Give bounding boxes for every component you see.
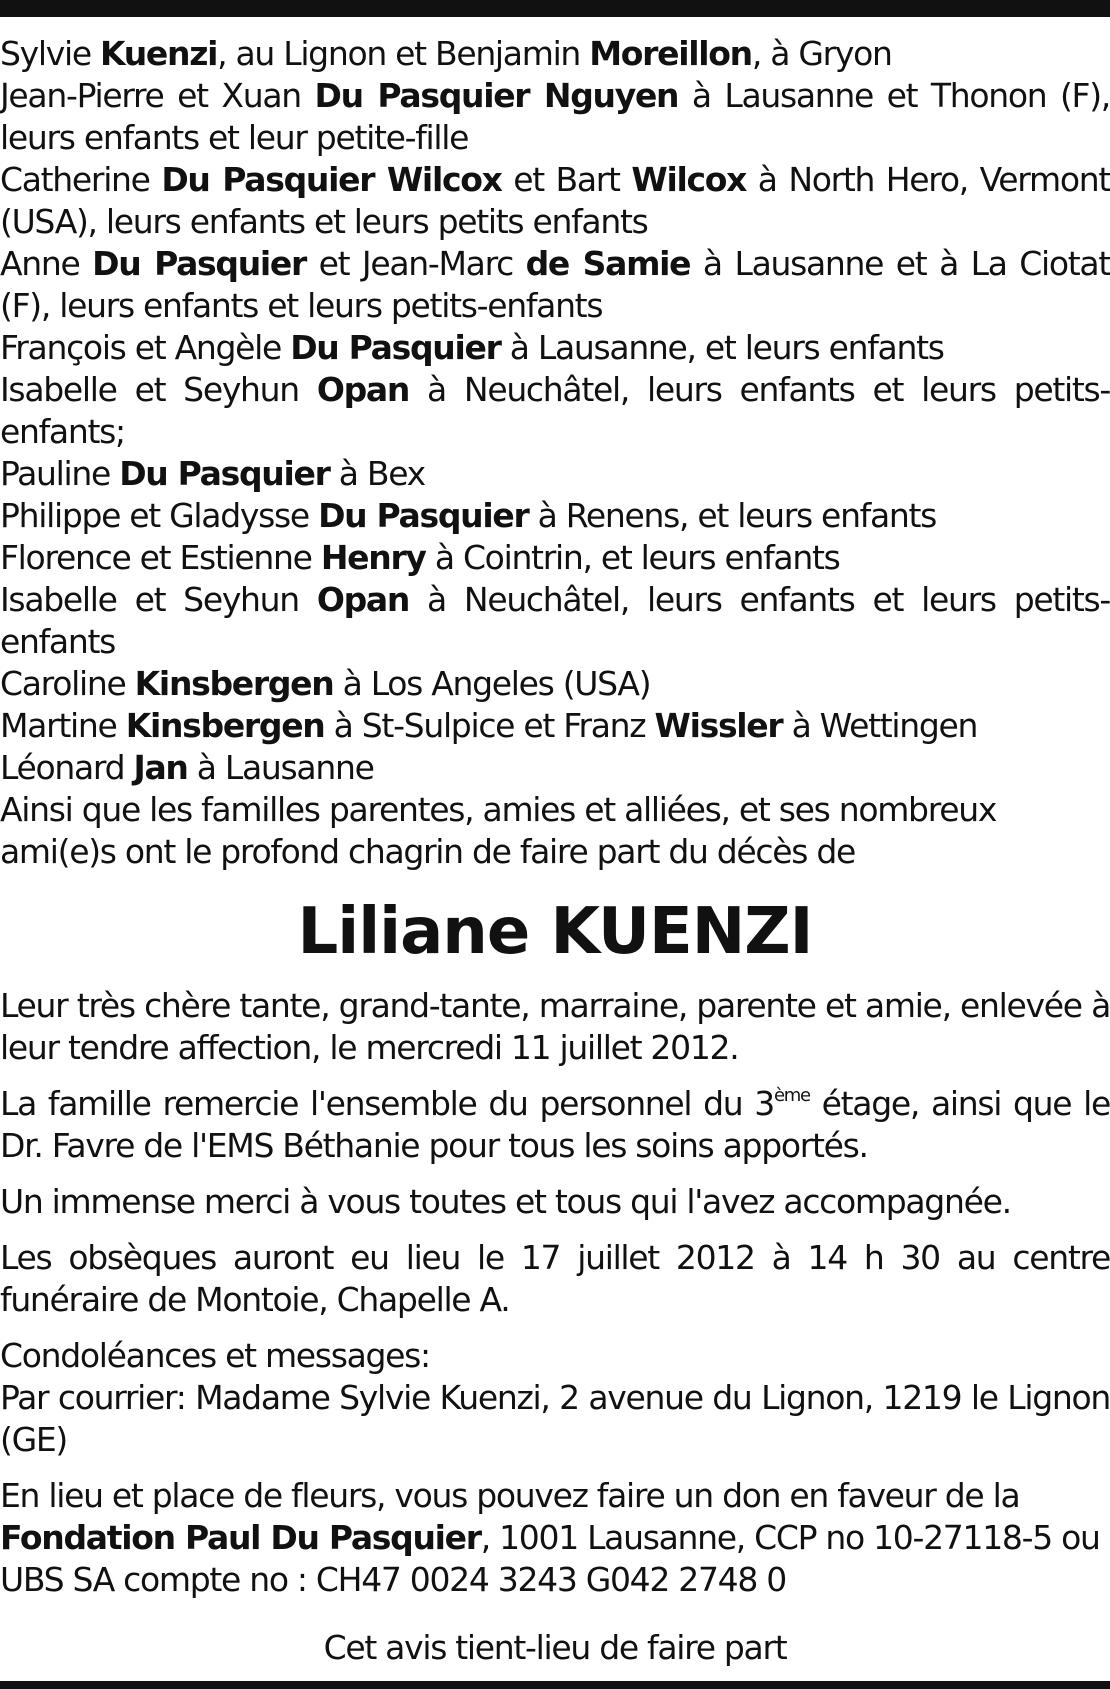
family-text: à Los Angeles (USA) xyxy=(333,664,651,703)
family-text: , au Lignon et Benjamin xyxy=(217,34,590,73)
family-line xyxy=(0,453,1110,495)
family-surname: de Samie xyxy=(525,244,691,283)
footer-note: Cet avis tient-lieu de faire part xyxy=(323,1628,787,1667)
family-text: à Neuchâtel, leurs enfants et leurs petits-enfants; xyxy=(0,370,1110,451)
family-text: à Bex xyxy=(329,454,425,493)
family-surname: Kuenzi xyxy=(100,34,218,73)
family-text: Philippe et Gladysse xyxy=(0,496,319,535)
intro-text: Ainsi que les familles parentes, amies et alliées, et ses nombreux ami(e)s ont le profond chagrin de faire part du décès de xyxy=(0,790,997,871)
foundation-account: , 1001 Lausanne, CCP no 10-27118-5 ou xyxy=(480,1518,1100,1557)
family-line xyxy=(0,537,1110,579)
donation-foundation-line xyxy=(0,1517,1110,1559)
condolences-heading: Condoléances et messages: xyxy=(0,1336,430,1375)
family-text: Florence et Estienne xyxy=(0,538,321,577)
family-text: à Lausanne, et leurs enfants xyxy=(500,328,944,367)
thanks-text-end: étage, ainsi que le Dr. Favre de l'EMS Béthanie pour tous les soins apportés. xyxy=(0,1084,1110,1165)
gratitude-paragraph: Un immense merci à vous toutes et tous qui l'avez accompagnée. xyxy=(0,1182,1011,1221)
family-text: , à Gryon xyxy=(751,34,892,73)
family-surname: Wissler xyxy=(654,706,783,745)
family-line xyxy=(0,327,1110,369)
family-line xyxy=(0,33,1110,75)
family-list xyxy=(0,33,1110,789)
family-surname: Opan xyxy=(316,580,410,619)
donation-paragraph xyxy=(0,1475,1110,1601)
donation-intro: En lieu et place de fleurs, vous pouvez faire un don en faveur de la xyxy=(0,1476,1020,1515)
family-surname: Du Pasquier xyxy=(92,244,306,283)
family-text: à Renens, et leurs enfants xyxy=(528,496,937,535)
family-surname: Du Pasquier xyxy=(318,496,529,535)
family-text: Martine xyxy=(0,706,126,745)
family-surname: Kinsbergen xyxy=(125,706,325,745)
tribute-paragraph: Leur très chère tante, grand-tante, marraine, parente et amie, enlevée à leur tendre affection, le mercredi 11 juillet 2012. xyxy=(0,986,1110,1067)
family-text: à Lausanne xyxy=(187,748,374,787)
family-surname: Henry xyxy=(320,538,426,577)
family-line xyxy=(0,705,1110,747)
family-text: Caroline xyxy=(0,664,135,703)
family-text: Catherine xyxy=(0,160,162,199)
family-text: à St-Sulpice et Franz xyxy=(324,706,655,745)
family-surname: Du Pasquier xyxy=(290,328,501,367)
family-text: Jean-Pierre et Xuan xyxy=(0,76,315,115)
thanks-text-start: La famille remercie l'ensemble du personnel du 3 xyxy=(0,1084,774,1123)
bottom-border-rule xyxy=(0,1681,1110,1689)
condolences-paragraph xyxy=(0,1335,1110,1461)
family-text: à Lausanne et à La Ciotat (F), leurs enfants et leurs petits-enfants xyxy=(0,244,1110,325)
obituary-notice xyxy=(0,33,1110,1669)
family-text: François et Angèle xyxy=(0,328,291,367)
floor-superscript: ème xyxy=(774,1085,810,1106)
funeral-paragraph: Les obsèques auront eu lieu le 17 juillet 2012 à 14 h 30 au centre funéraire de Montoie, Chapelle A. xyxy=(0,1238,1110,1319)
family-line xyxy=(0,75,1110,159)
family-text: à Neuchâtel, leurs enfants et leurs petits-enfants xyxy=(0,580,1110,661)
family-line xyxy=(0,369,1110,453)
family-text: et Bart xyxy=(501,160,632,199)
family-surname: Wilcox xyxy=(631,160,747,199)
family-line xyxy=(0,663,1110,705)
family-text: Sylvie xyxy=(0,34,101,73)
family-text: Anne xyxy=(0,244,93,283)
family-line xyxy=(0,243,1110,327)
family-text: Pauline xyxy=(0,454,120,493)
family-surname: Opan xyxy=(316,370,410,409)
family-text: à Lausanne et Thonon (F), leurs enfants et leur petite-fille xyxy=(0,76,1110,157)
postal-address: Par courrier: Madame Sylvie Kuenzi, 2 avenue du Lignon, 1219 le Lignon (GE) xyxy=(0,1378,1110,1459)
family-surname: Du Pasquier Nguyen xyxy=(314,76,679,115)
family-text: Isabelle et Seyhun xyxy=(0,370,317,409)
family-text: Isabelle et Seyhun xyxy=(0,580,317,619)
family-line xyxy=(0,579,1110,663)
family-line xyxy=(0,159,1110,243)
family-surname: Kinsbergen xyxy=(134,664,334,703)
family-line xyxy=(0,495,1110,537)
family-surname: Jan xyxy=(133,748,188,787)
thanks-paragraph xyxy=(0,1083,1110,1167)
deceased-name: Liliane KUENZI xyxy=(297,895,813,969)
family-surname: Du Pasquier Wilcox xyxy=(161,160,502,199)
family-text: à Cointrin, et leurs enfants xyxy=(425,538,840,577)
family-surname: Moreillon xyxy=(589,34,752,73)
family-text: à North Hero, Vermont (USA), leurs enfants et leurs petits enfants xyxy=(0,160,1110,241)
family-text: à Wettingen xyxy=(782,706,978,745)
bank-account: UBS SA compte no : CH47 0024 3243 G042 2748 0 xyxy=(0,1560,786,1599)
family-text: et Jean-Marc xyxy=(305,244,526,283)
family-text: Léonard xyxy=(0,748,134,787)
family-line xyxy=(0,747,1110,789)
family-surname: Du Pasquier xyxy=(119,454,330,493)
top-border-rule xyxy=(0,0,1110,17)
foundation-name: Fondation Paul Du Pasquier xyxy=(0,1518,481,1557)
